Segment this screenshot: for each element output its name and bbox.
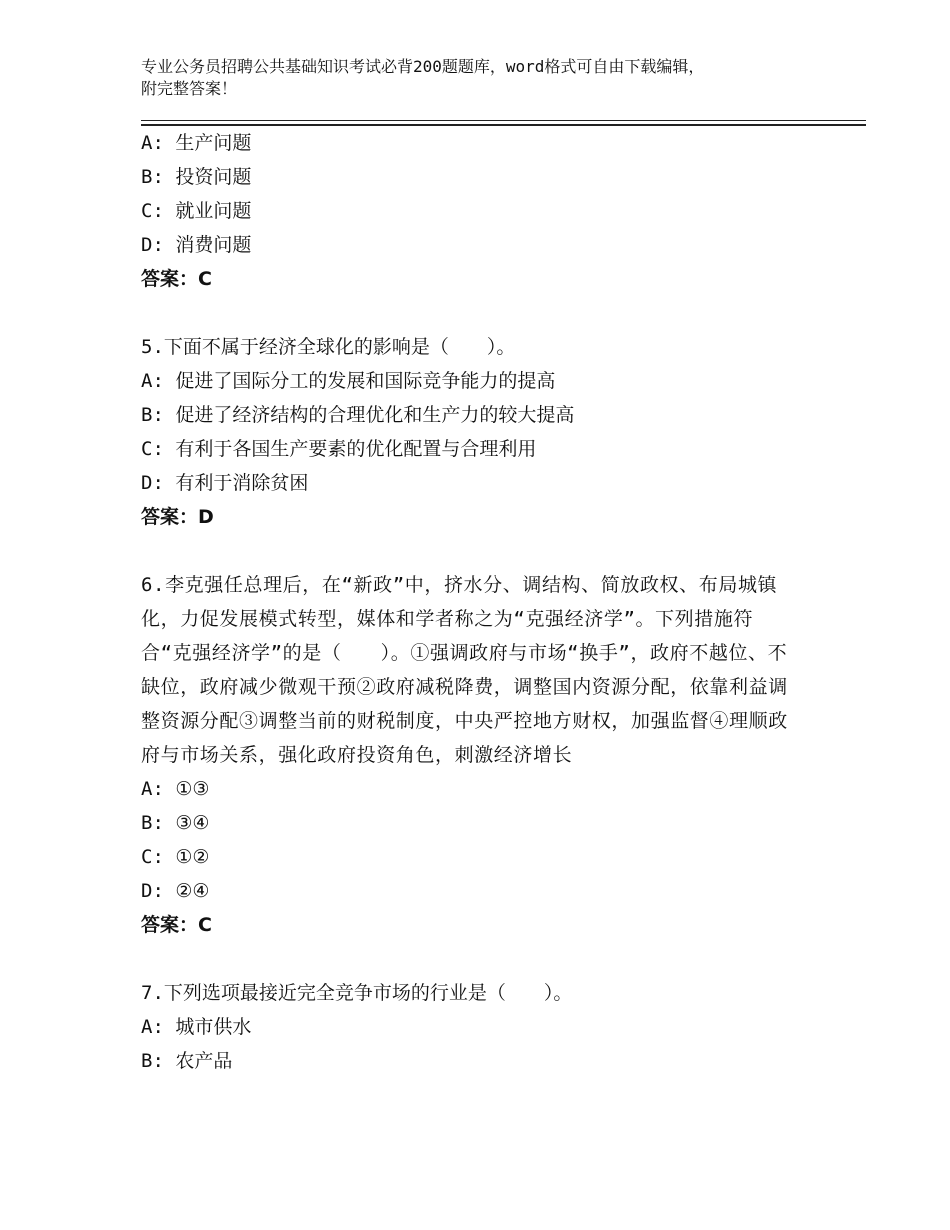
answer-label: 答案：C bbox=[141, 914, 212, 936]
question-block-4 bbox=[141, 126, 861, 296]
question-text: 7.下列选项最接近完全竞争市场的行业是（ ）。 bbox=[141, 982, 573, 1004]
option-b: B: 投资问题 bbox=[141, 166, 252, 188]
option-a: A: 城市供水 bbox=[141, 1016, 252, 1038]
question-list bbox=[141, 126, 861, 1078]
header-line-2: 附完整答案！ bbox=[141, 79, 238, 98]
option-a: A: ①③ bbox=[141, 778, 210, 800]
answer-label: 答案：C bbox=[141, 268, 212, 290]
page-header bbox=[141, 56, 841, 100]
option-d: D: 消费问题 bbox=[141, 234, 252, 256]
option-c: C: ①② bbox=[141, 846, 210, 868]
option-b: B: 促进了经济结构的合理优化和生产力的较大提高 bbox=[141, 404, 575, 426]
option-d: D: 有利于消除贫困 bbox=[141, 472, 309, 494]
header-line-1: 专业公务员招聘公共基础知识考试必背200题题库，word格式可自由下载编辑， bbox=[141, 57, 705, 76]
question-text: 6.李克强任总理后，在“新政”中，挤水分、调结构、简放政权、布局城镇化，力促发展模式转型，媒体和学者称之为“克强经济学”。下列措施符合“克强经济学”的是（ ）。①强调政府与市场“换手”，政府不越位、不缺位，政府减少微观干预②政府减税降费，调整国内资源分配，依靠利益调整资源分配③调整当前的财税制度，中央严控地方财权，加强监督④理顺政府与市场关系，强化政府投资角色，刺激经济增长 bbox=[141, 574, 788, 766]
question-text: 5.下面不属于经济全球化的影响是（ ）。 bbox=[141, 336, 516, 358]
option-b: B: ③④ bbox=[141, 812, 210, 834]
option-a: A: 促进了国际分工的发展和国际竞争能力的提高 bbox=[141, 370, 556, 392]
option-b: B: 农产品 bbox=[141, 1050, 233, 1072]
question-block-5 bbox=[141, 330, 861, 534]
option-c: C: 就业问题 bbox=[141, 200, 252, 222]
option-a: A: 生产问题 bbox=[141, 132, 252, 154]
option-c: C: 有利于各国生产要素的优化配置与合理利用 bbox=[141, 438, 537, 460]
question-block-6 bbox=[141, 568, 861, 942]
question-block-7 bbox=[141, 976, 861, 1078]
answer-label: 答案：D bbox=[141, 506, 214, 528]
option-d: D: ②④ bbox=[141, 880, 210, 902]
